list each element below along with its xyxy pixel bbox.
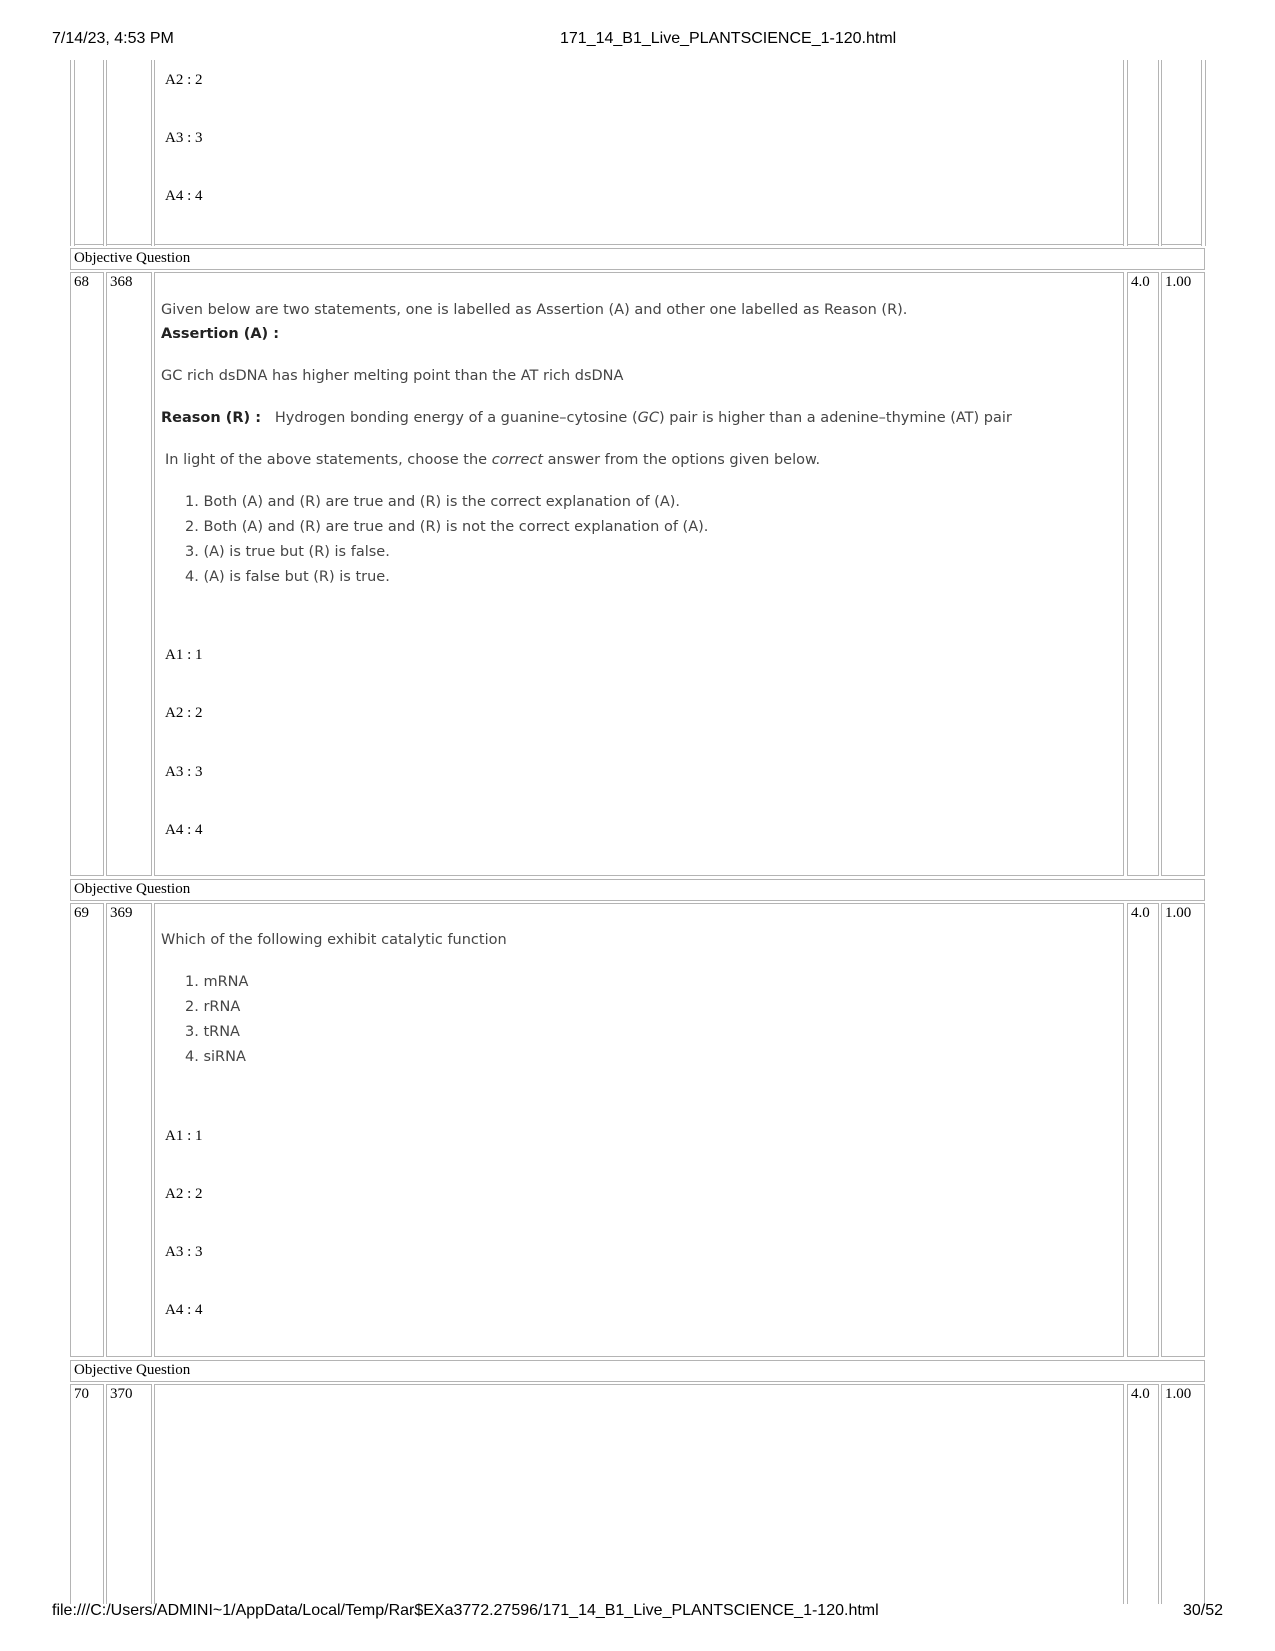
answer-option: A1 : 1 xyxy=(165,1128,203,1144)
question-id: 370 xyxy=(110,1386,133,1402)
reason-label: Reason (R) : xyxy=(161,410,262,426)
question-id-cell xyxy=(106,272,152,876)
option-item: 2. rRNA xyxy=(185,999,241,1015)
answer-option: A4 : 4 xyxy=(165,822,203,838)
question-id-cell xyxy=(106,903,152,1357)
option-item: 2. Both (A) and (R) are true and (R) is not the correct explanation of (A). xyxy=(185,519,709,535)
reason-line xyxy=(161,410,1012,426)
question-text: Which of the following exhibit catalytic function xyxy=(161,932,507,948)
answer-option: A2 : 2 xyxy=(165,72,203,88)
assertion-label: Assertion (A) : xyxy=(161,326,280,342)
reason-text-part1: Hydrogen bonding energy of a guanine–cytosine ( xyxy=(274,410,638,426)
question-number-cell xyxy=(70,1384,104,1604)
marks-cell xyxy=(1127,272,1159,876)
section-label-row xyxy=(70,248,1205,270)
answer-option: A3 : 3 xyxy=(165,764,203,780)
marks-cell xyxy=(1127,903,1159,1357)
reason-text-part2: ) pair is higher than a adenine–thymine (AT) pair xyxy=(659,410,1012,426)
answer-option: A2 : 2 xyxy=(165,1186,203,1202)
section-label: Objective Question xyxy=(74,1362,191,1378)
page-number: 30/52 xyxy=(1183,1602,1224,1619)
option-item: 3. tRNA xyxy=(185,1024,240,1040)
file-path: file:///C:/Users/ADMINI~1/AppData/Local/Temp/Rar$EXa3772.27596/171_14_B1_Live_PLANTSCIENCE_1-120.html xyxy=(52,1602,879,1619)
marks: 4.0 xyxy=(1131,1386,1150,1402)
option-item: 1. mRNA xyxy=(185,974,249,990)
reason-gc: GC xyxy=(637,410,659,426)
option-item: 4. (A) is false but (R) is true. xyxy=(185,569,390,585)
question-number-cell xyxy=(70,903,104,1357)
section-label: Objective Question xyxy=(74,881,191,897)
question-intro: Given below are two statements, one is labelled as Assertion (A) and other one labelled as Reason (R). xyxy=(161,302,908,318)
negative-marks: 1.00 xyxy=(1165,1386,1192,1402)
negative-marks: 1.00 xyxy=(1165,905,1192,921)
question-body-cell xyxy=(154,1384,1124,1604)
question-number-cell xyxy=(70,272,104,876)
instruction-part1: In light of the above statements, choose the xyxy=(165,452,492,468)
question-number: 68 xyxy=(74,274,89,290)
assertion-text: GC rich dsDNA has higher melting point than the AT rich dsDNA xyxy=(161,368,624,384)
section-label-row xyxy=(70,1360,1205,1382)
negative-marks-cell xyxy=(1161,272,1205,876)
instruction-line xyxy=(165,452,820,468)
question-id: 369 xyxy=(110,905,133,921)
answer-option: A4 : 4 xyxy=(165,1302,203,1318)
negative-marks-cell xyxy=(1161,903,1205,1357)
marks-cell xyxy=(1127,1384,1159,1604)
instruction-emphasis: correct xyxy=(491,452,544,468)
question-number: 70 xyxy=(74,1386,89,1402)
answer-option: A4 : 4 xyxy=(165,188,203,204)
negative-marks: 1.00 xyxy=(1165,274,1192,290)
answer-option: A1 : 1 xyxy=(165,647,203,663)
section-label-row xyxy=(70,879,1205,901)
answer-option: A3 : 3 xyxy=(165,1244,203,1260)
option-item: 4. siRNA xyxy=(185,1049,246,1065)
question-id: 368 xyxy=(110,274,133,290)
answer-option: A3 : 3 xyxy=(165,130,203,146)
question-body-cell xyxy=(154,903,1124,1357)
section-label: Objective Question xyxy=(74,250,191,266)
print-datetime: 7/14/23, 4:53 PM xyxy=(52,30,174,47)
option-item: 1. Both (A) and (R) are true and (R) is the correct explanation of (A). xyxy=(185,494,681,510)
answer-option: A2 : 2 xyxy=(165,705,203,721)
negative-marks-cell xyxy=(1161,1384,1205,1604)
question-id-cell xyxy=(106,1384,152,1604)
option-item: 3. (A) is true but (R) is false. xyxy=(185,544,390,560)
question-number: 69 xyxy=(74,905,89,921)
marks: 4.0 xyxy=(1131,905,1150,921)
document-title: 171_14_B1_Live_PLANTSCIENCE_1-120.html xyxy=(560,30,897,47)
instruction-part2: answer from the options given below. xyxy=(543,452,821,468)
marks: 4.0 xyxy=(1131,274,1150,290)
